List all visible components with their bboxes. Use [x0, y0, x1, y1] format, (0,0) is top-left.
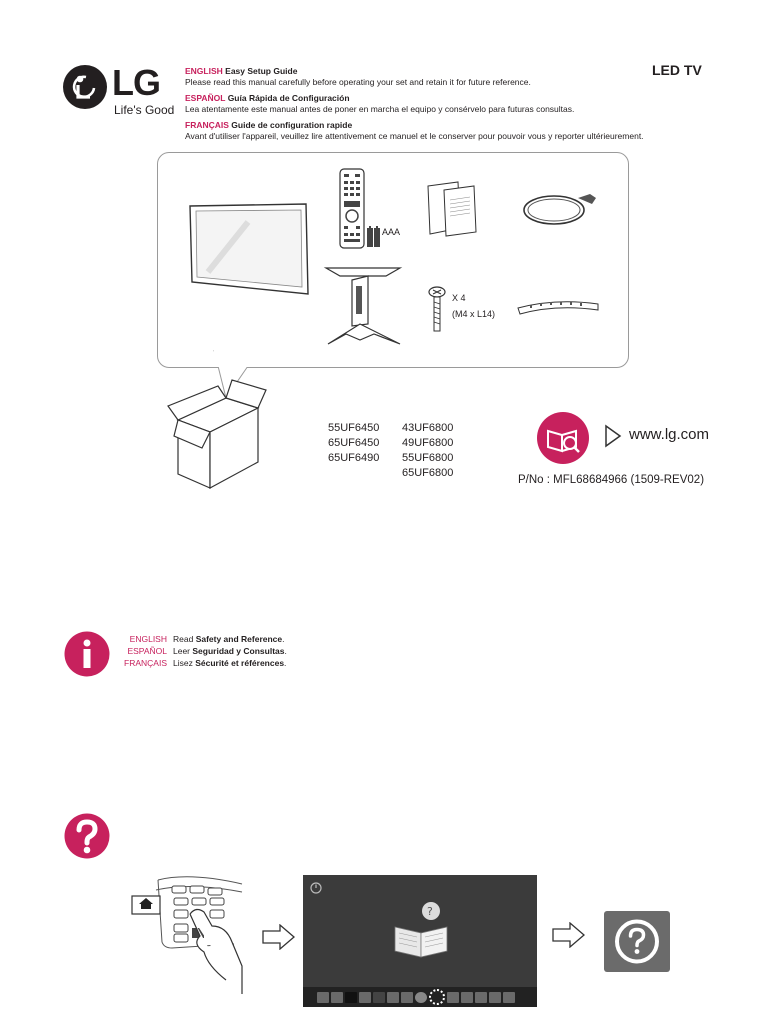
- info-lang-column: [118, 633, 167, 669]
- info-french-doc: Sécurité et références: [195, 658, 285, 668]
- tv-screen: [303, 875, 537, 1007]
- app-tile[interactable]: [461, 992, 473, 1003]
- info-lang-spanish: ESPAÑOL: [127, 646, 167, 656]
- remote-illustration: [338, 168, 368, 250]
- website-link[interactable]: www.lg.com: [629, 426, 710, 443]
- header-french-title: [185, 120, 655, 131]
- screw-illustration: [428, 286, 446, 334]
- app-tile[interactable]: [401, 992, 413, 1003]
- app-tile[interactable]: [489, 992, 501, 1003]
- lang-french: FRANÇAIS: [185, 120, 229, 130]
- info-spanish: [173, 645, 287, 657]
- info-lang-french: FRANÇAIS: [124, 658, 167, 668]
- text-english: Please read this manual carefully before operating your set and retain it for future reference.: [185, 77, 531, 87]
- app-tile[interactable]: [359, 992, 371, 1003]
- model-number: 65UF6450: [328, 437, 380, 449]
- shipping-box-illustration: [166, 346, 272, 492]
- play-arrow-icon: [604, 424, 622, 448]
- app-tile[interactable]: [415, 992, 427, 1003]
- info-spanish-prefix: Leer: [173, 646, 193, 656]
- info-french-prefix: Lisez: [173, 658, 196, 668]
- app-tile[interactable]: [475, 992, 487, 1003]
- info-french-suffix: .: [284, 658, 287, 668]
- header-block: [185, 66, 655, 142]
- info-icon: [64, 631, 110, 677]
- app-tile[interactable]: [317, 992, 329, 1003]
- app-tile[interactable]: [345, 992, 357, 1003]
- arrow-right-icon: [262, 924, 296, 950]
- remote-hand-illustration: [130, 870, 264, 996]
- launcher-bar: [303, 987, 537, 1007]
- battery-icon: [366, 226, 382, 248]
- lang-spanish: ESPAÑOL: [185, 93, 226, 103]
- app-tile[interactable]: [331, 992, 343, 1003]
- model-list-col1: [328, 421, 379, 466]
- info-english-prefix: Read: [173, 634, 196, 644]
- lg-logo: [62, 64, 174, 118]
- title-spanish: Guía Rápida de Configuración: [227, 93, 350, 103]
- book-icon: [391, 901, 451, 961]
- stand-illustration: [322, 264, 404, 350]
- app-tile[interactable]: [387, 992, 399, 1003]
- lang-english: ENGLISH: [185, 66, 223, 76]
- part-number: P/No : MFL68684966 (1509-REV02): [518, 474, 705, 486]
- model-number: 55UF6800: [402, 452, 454, 464]
- header-spanish-title: [185, 93, 655, 104]
- lg-logo-icon: [62, 64, 108, 110]
- header-english-title: [185, 66, 655, 77]
- app-tile[interactable]: [447, 992, 459, 1003]
- model-list-col2: [402, 421, 453, 481]
- help-app-tile[interactable]: [429, 989, 445, 1005]
- power-cord-illustration: [520, 188, 600, 234]
- manuals-illustration: [426, 180, 480, 238]
- help-app-icon[interactable]: [604, 911, 670, 972]
- screw-count: X 4: [452, 293, 466, 303]
- screw-size: (M4 x L14): [452, 309, 496, 319]
- info-lang-english: ENGLISH: [129, 634, 167, 644]
- info-spanish-doc: Seguridad y Consultas: [192, 646, 285, 656]
- arrow-right-icon: [552, 922, 586, 948]
- info-english-suffix: .: [282, 634, 285, 644]
- text-french: Avant d'utiliser l'appareil, veuillez lire attentivement ce manuel et le conserver pour pouvoir vous y reporter ultérieurement.: [185, 131, 644, 141]
- info-french: [173, 657, 287, 669]
- info-text-column: [173, 633, 287, 669]
- text-spanish: Lea atentamente este manual antes de poner en marcha el equipo y consérvelo para futuras consultas.: [185, 104, 575, 114]
- info-english: [173, 633, 287, 645]
- model-number: 49UF6800: [402, 437, 454, 449]
- help-icon: [64, 813, 110, 859]
- app-tile[interactable]: [503, 992, 515, 1003]
- info-spanish-suffix: .: [284, 646, 287, 656]
- product-type: LED TV: [652, 62, 702, 78]
- svg-text:?: ?: [427, 905, 433, 918]
- title-english: Easy Setup Guide: [225, 66, 298, 76]
- battery-label: AAA: [382, 227, 401, 237]
- help-icon: [604, 911, 670, 972]
- brand-tagline: Life's Good: [114, 103, 175, 117]
- model-number: 65UF6800: [402, 467, 454, 479]
- manual-icon: [536, 411, 590, 465]
- model-number: 55UF6450: [328, 422, 380, 434]
- model-number: 65UF6490: [328, 452, 380, 464]
- model-number: 43UF6800: [402, 422, 454, 434]
- title-french: Guide de configuration rapide: [231, 120, 353, 130]
- app-tile[interactable]: [373, 992, 385, 1003]
- cable-holder-illustration: [516, 296, 602, 316]
- brand-name: LG: [112, 62, 160, 103]
- info-english-doc: Safety and Reference: [195, 634, 283, 644]
- tv-illustration: [188, 202, 310, 298]
- power-icon: [309, 881, 323, 895]
